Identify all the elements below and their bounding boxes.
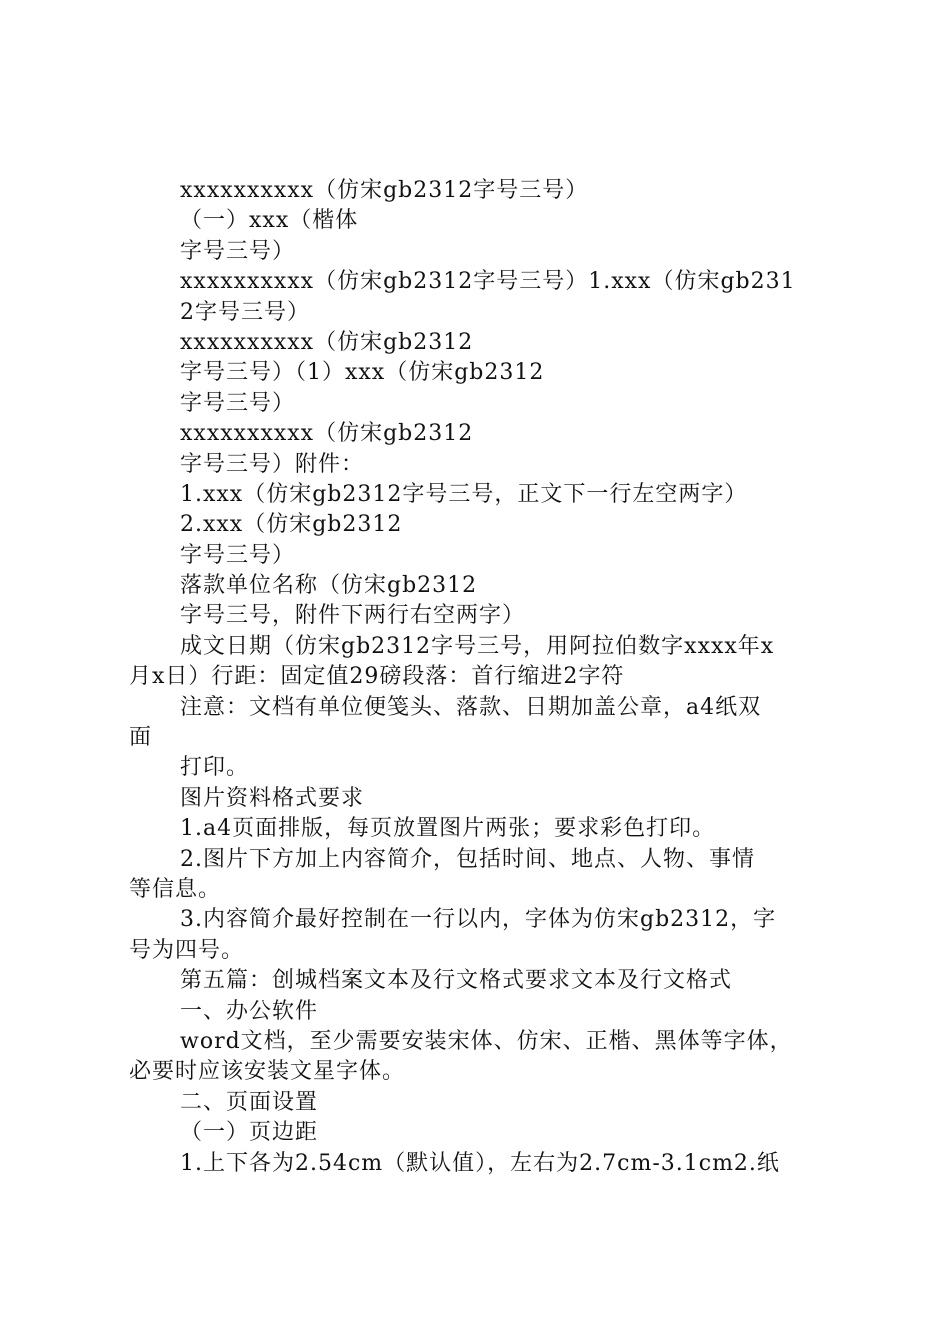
body-line: 号为四号。 [129,937,245,963]
body-line: 成文日期（仿宋gb2312字号三号，用阿拉伯数字xxxx年x [180,633,775,659]
body-line: （一）xxx（楷体 [180,208,359,234]
document-body [129,176,839,1179]
body-line: 必要时应该安装文星字体。 [129,1059,406,1085]
body-line: 2.xxx（仿宋gb2312 [180,512,403,538]
body-line: 一、办公软件 [180,998,319,1024]
body-line: 1.a4页面排版，每页放置图片两张；要求彩色打印。 [180,816,716,842]
body-line: 字号三号，附件下两行右空两字） [180,603,526,629]
body-line: 1.xxx（仿宋gb2312字号三号，正文下一行左空两字） [180,481,748,507]
body-line: 第五篇：创城档案文本及行文格式要求文本及行文格式 [180,968,733,994]
body-line: 1.上下各为2.54cm（默认值），左右为2.7cm-3.1cm2.纸 [180,1150,780,1176]
body-line: 字号三号）附件： [180,451,365,477]
body-line: 2.图片下方加上内容简介，包括时间、地点、人物、事情 [180,846,755,872]
body-line: 二、页面设置 [180,1089,319,1115]
body-line: xxxxxxxxxx（仿宋gb2312 [180,421,474,447]
body-line: 等信息。 [129,876,222,902]
body-line: xxxxxxxxxx（仿宋gb2312字号三号） [180,178,589,203]
body-line: 月x日）行距：固定值29磅段落：首行缩进2字符 [129,664,625,690]
body-line: 字号三号）（1）xxx（仿宋gb2312 [180,360,545,386]
body-line: 注意：文档有单位便笺头、落款、日期加盖公章，a4纸双 [180,694,762,720]
body-line: 字号三号） [180,542,296,568]
body-line: xxxxxxxxxx（仿宋gb2312字号三号）1.xxx（仿宋gb231 [180,269,796,295]
body-line: 3.内容简介最好控制在一行以内，字体为仿宋gb2312，字 [180,907,777,933]
body-line: 字号三号） [180,238,296,264]
body-line: （一）页边距 [180,1120,319,1146]
body-line: 落款单位名称（仿宋gb2312 [180,573,478,599]
body-line: 2字号三号） [180,299,310,325]
body-line: word文档，至少需要安装宋体、仿宋、正楷、黑体等字体， [180,1028,793,1054]
body-line: 打印。 [180,755,250,781]
body-line: 图片资料格式要求 [180,785,365,811]
body-line: 字号三号） [180,390,296,416]
body-line: 面 [129,725,153,751]
body-line: xxxxxxxxxx（仿宋gb2312 [180,329,474,355]
